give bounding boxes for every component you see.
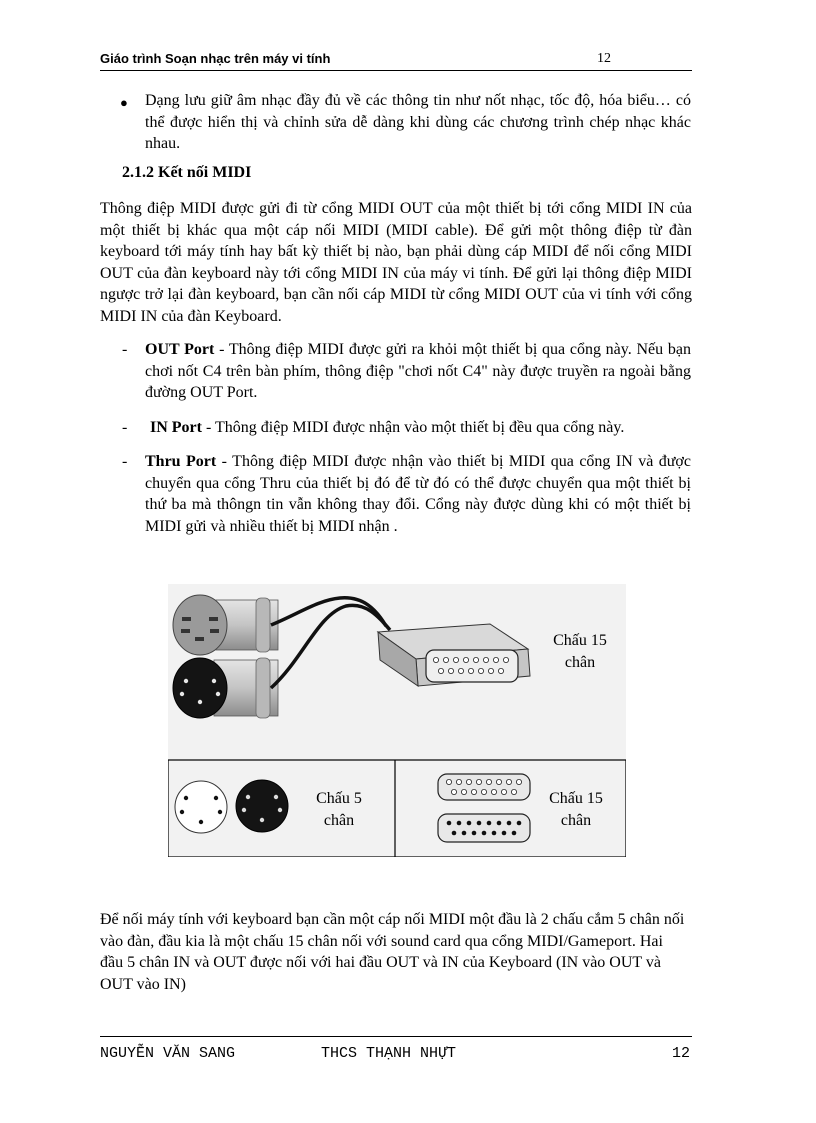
term-in-port: IN Port <box>150 419 202 436</box>
label-15pin-bottom-line2: chân <box>560 812 592 829</box>
db15-male-icon <box>438 814 530 842</box>
desc-out-port: - Thông điệp MIDI được gửi ra khỏi một thiết bị qua cổng này. Nếu bạn chơi nốt C4 trên bàn phím, thông điệp "chơi nốt C4" này được truyền ra ngoài bằng đường OUT Port. <box>145 341 691 401</box>
bullet-dot-icon: ● <box>120 95 128 110</box>
paragraph-midi-connection: Thông điệp MIDI được gửi đi từ cổng MIDI OUT của một thiết bị tới cổng MIDI IN của một thiết bị khác qua một cáp nối MIDI (MIDI cable). Để gửi một thông điệp từ đàn keyboard tới máy tính hay bất kỳ thiết bị nào, bạn phải dùng cáp MIDI để nối cổng MIDI OUT của đàn keyboard này tới cổng MIDI IN của máy vi tính. Để gửi lại thông điệp MIDI ngược trở lại đàn keyboard, bạn cần nối cáp MIDI từ cổng MIDI OUT của vi tính với cổng MIDI IN của đàn Keyboard. <box>100 200 692 325</box>
footer-page-number: 12 <box>671 1045 690 1062</box>
term-out-port: OUT Port <box>145 341 215 358</box>
footer-school: THCS THẠNH NHỰT <box>321 1045 457 1062</box>
paragraph-cable-description: Để nối máy tính với keyboard bạn cần một cáp nối MIDI một đầu là 2 chấu cắm 5 chân nối vào đàn, đầu kia là một chấu 15 chân nối với sound card qua cổng MIDI/Gameport. Hai đầu 5 chân IN và OUT được nối với hai đầu OUT và IN của Keyboard (IN vào OUT và OUT vào IN) <box>100 911 685 993</box>
page-footer <box>100 1036 692 1067</box>
label-15pin-top-line2: chân <box>564 654 596 671</box>
label-5pin-line1: Chấu 5 <box>316 790 362 807</box>
db15-female-icon <box>438 774 530 800</box>
list-dash: - <box>122 419 128 436</box>
midi-cable-figure <box>168 584 626 857</box>
page-header <box>100 50 692 71</box>
desc-in-port: - Thông điệp MIDI được nhận vào một thiết bị đều qua cổng này. <box>201 419 625 436</box>
list-item-text <box>150 417 696 439</box>
footer-author: NGUYỄN VĂN SANG <box>100 1045 236 1062</box>
list-dash: - <box>122 453 128 470</box>
bullet-text: Dạng lưu giữ âm nhạc đầy đủ về các thông tin như nốt nhạc, tốc độ, hóa biểu… có thể được hiển thị và chỉnh sửa dễ dàng khi dùng các chương trình chép nhạc khác nhau. <box>145 92 691 152</box>
din-plug-top <box>173 595 278 655</box>
desc-thru-port: - Thông điệp MIDI được nhận vào thiết bị MIDI qua cổng IN và được chuyển qua cổng Thru của thiết bị đó để từ đó có thể được chuyển qua một thiết bị thứ ba mà thôngn tin vẫn không thay đổi. Cổng này được dùng khi có một thiết bị MIDI gửi và nhiều thiết bị MIDI nhận . <box>145 453 691 535</box>
din-plug-bottom <box>173 658 278 718</box>
label-15pin-bottom-line1: Chấu 15 <box>549 790 603 807</box>
din5-male-icon <box>236 780 288 832</box>
header-page-number: 12 <box>597 51 611 66</box>
list-item-text <box>145 451 691 537</box>
header-title: Giáo trình Soạn nhạc trên máy vi tính <box>100 51 331 66</box>
din5-female-icon <box>175 781 227 833</box>
label-5pin-line2: chân <box>323 812 355 829</box>
term-thru-port: Thru Port <box>145 453 217 470</box>
list-item-text <box>145 339 691 404</box>
label-15pin-top-line1: Chấu 15 <box>553 632 607 649</box>
section-heading: 2.1.2 Kết nối MIDI <box>122 164 252 181</box>
list-dash: - <box>122 341 128 358</box>
